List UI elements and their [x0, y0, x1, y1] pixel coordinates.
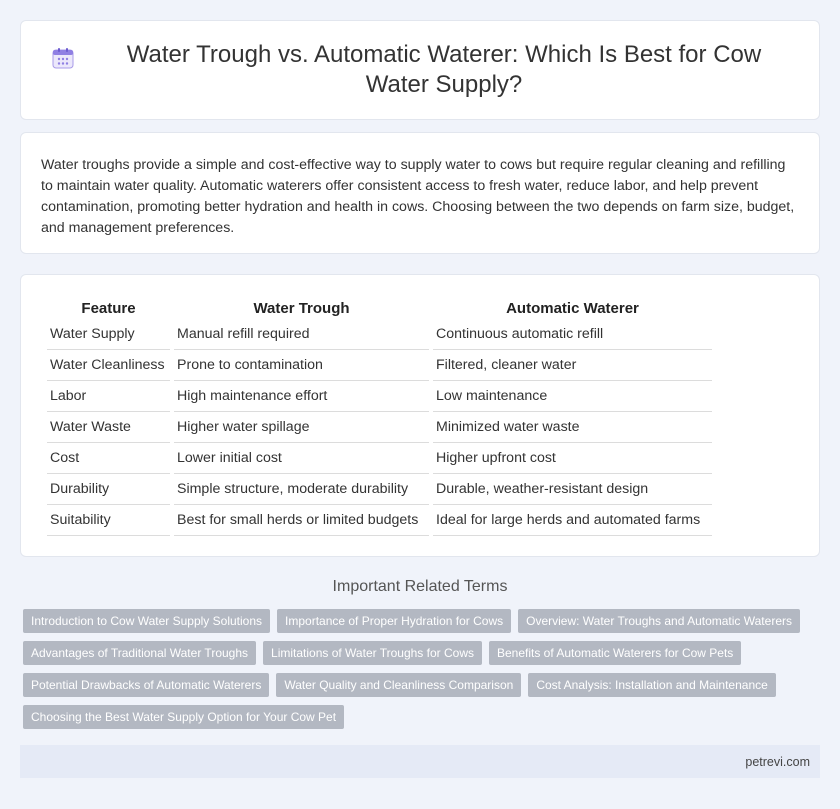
related-term-tag[interactable]: Potential Drawbacks of Automatic Waterers [23, 673, 269, 697]
column-header-water-trough: Water Trough [253, 299, 350, 317]
table-cell: Durability [47, 474, 170, 505]
table-header-row [47, 297, 712, 319]
header-inner [51, 40, 789, 100]
table-cell: Manual refill required [174, 319, 429, 350]
related-term-tag[interactable]: Benefits of Automatic Waterers for Cow Pets [489, 641, 741, 665]
table-cell: Water Waste [47, 412, 170, 443]
related-term-tag[interactable]: Limitations of Water Troughs for Cows [263, 641, 482, 665]
table-cell: Best for small herds or limited budgets [174, 505, 429, 536]
related-term-tag[interactable]: Cost Analysis: Installation and Maintenance [528, 673, 775, 697]
related-term-tag[interactable]: Advantages of Traditional Water Troughs [23, 641, 256, 665]
table-row [47, 474, 712, 505]
table-cell: Suitability [47, 505, 170, 536]
table-cell: Minimized water waste [433, 412, 712, 443]
related-term-tag[interactable]: Water Quality and Cleanliness Comparison [276, 673, 521, 697]
table-cell: Prone to contamination [174, 350, 429, 381]
related-terms-tags [20, 609, 820, 729]
header-card [20, 20, 820, 120]
table-row [47, 381, 712, 412]
page-title: Water Trough vs. Automatic Waterer: Which Is Best for Cow Water Supply? [126, 41, 762, 98]
related-term-tag[interactable]: Introduction to Cow Water Supply Solutions [23, 609, 270, 633]
table-cell: Labor [47, 381, 170, 412]
footer-site-name[interactable]: petrevi.com [745, 754, 810, 769]
related-term-tag[interactable]: Overview: Water Troughs and Automatic Waterers [518, 609, 800, 633]
comparison-table-card [20, 274, 820, 557]
related-terms-title: Important Related Terms [332, 578, 508, 595]
column-header-automatic-waterer: Automatic Waterer [506, 299, 639, 317]
table-row [47, 443, 712, 474]
table-cell: Higher water spillage [174, 412, 429, 443]
table-cell: Low maintenance [433, 381, 712, 412]
table-row [47, 319, 712, 350]
table-cell: Ideal for large herds and automated farms [433, 505, 712, 536]
table-cell: High maintenance effort [174, 381, 429, 412]
table-cell: Filtered, cleaner water [433, 350, 712, 381]
related-term-tag[interactable]: Choosing the Best Water Supply Option for Your Cow Pet [23, 705, 344, 729]
intro-card [20, 132, 820, 254]
table-cell: Cost [47, 443, 170, 474]
column-header-feature: Feature [81, 299, 136, 317]
table-cell: Durable, weather-resistant design [433, 474, 712, 505]
table-row [47, 350, 712, 381]
related-term-tag[interactable]: Importance of Proper Hydration for Cows [277, 609, 511, 633]
table-row [47, 505, 712, 536]
table-cell: Continuous automatic refill [433, 319, 712, 350]
table-cell: Higher upfront cost [433, 443, 712, 474]
table-row [47, 412, 712, 443]
table-cell: Water Supply [47, 319, 170, 350]
comparison-table [43, 297, 716, 536]
calendar-icon [51, 46, 75, 70]
table-cell: Water Cleanliness [47, 350, 170, 381]
table-cell: Lower initial cost [174, 443, 429, 474]
table-cell: Simple structure, moderate durability [174, 474, 429, 505]
related-terms-section [20, 578, 820, 729]
footer [20, 745, 820, 778]
intro-paragraph: Water troughs provide a simple and cost-effective way to supply water to cows but require regular cleaning and refilling to maintain water quality. Automatic waterers offer consistent access to fresh water, reduce labor, and help prevent contamination, promoting better hydration and health in cows. Choosing between the two depends on farm size, budget, and management preferences. [41, 157, 795, 236]
